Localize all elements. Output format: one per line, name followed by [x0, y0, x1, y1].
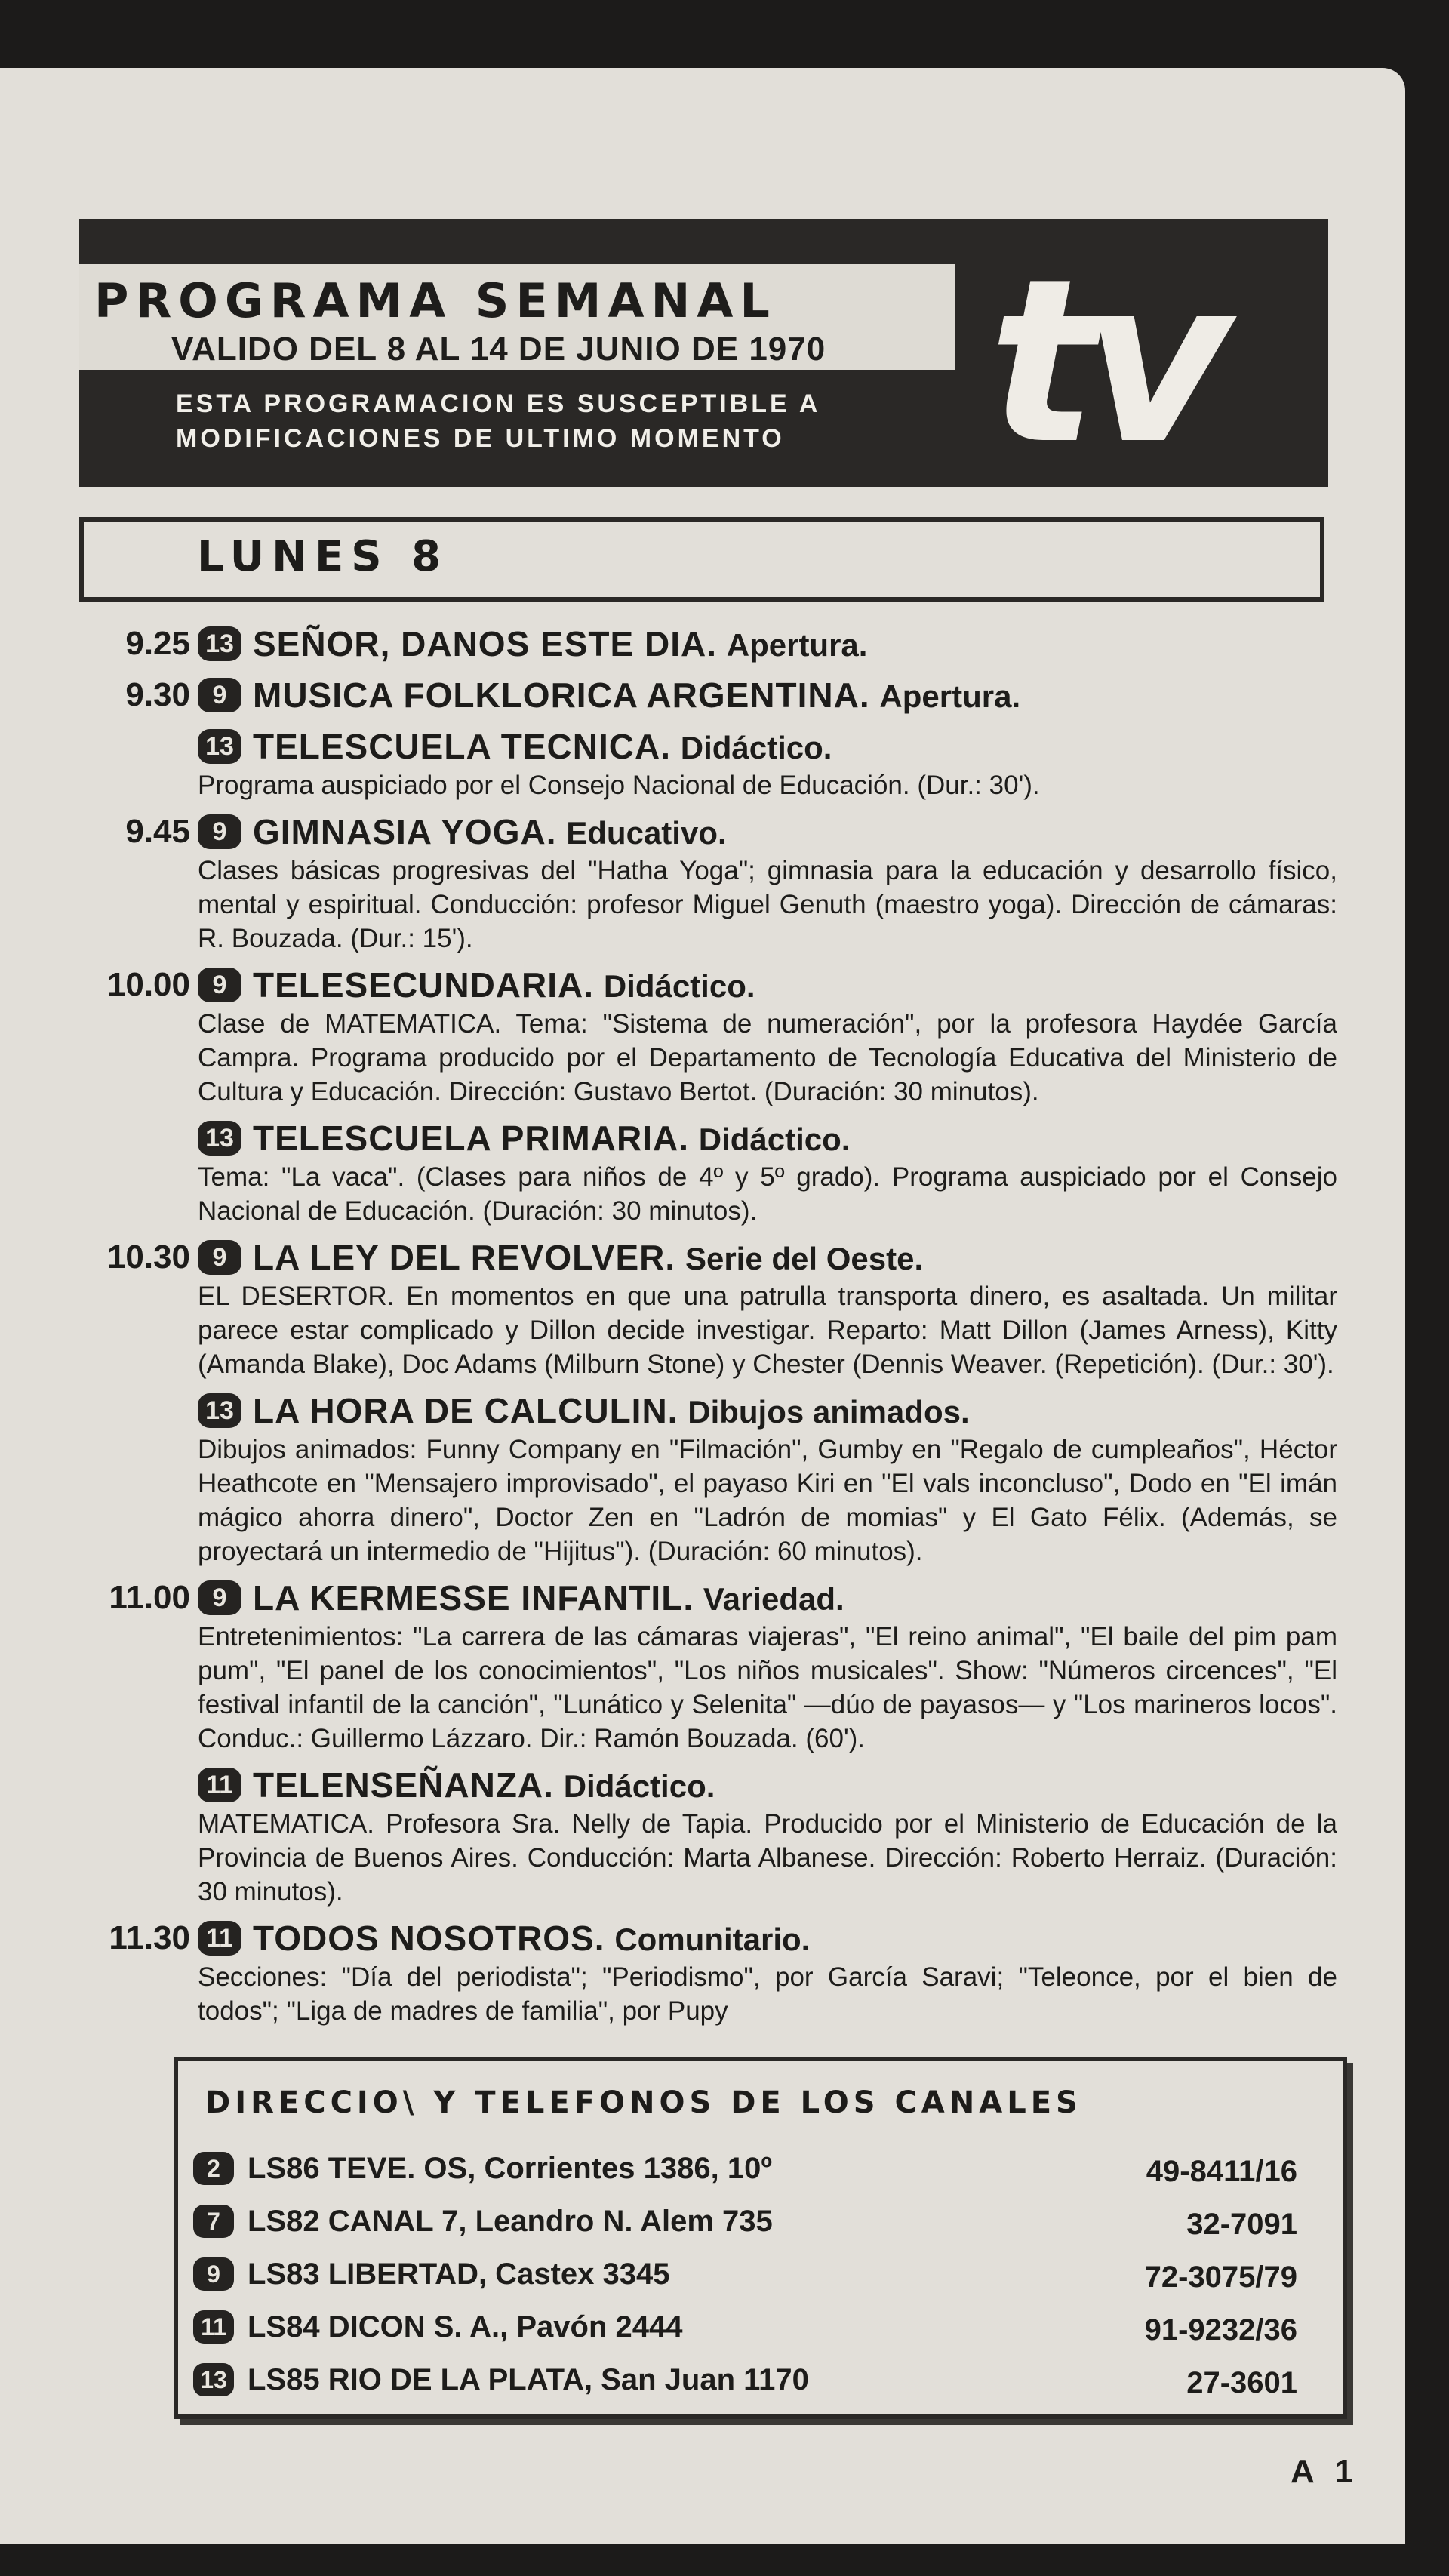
listing-entry	[0, 670, 1405, 719]
page-number: A 1	[1291, 2453, 1359, 2490]
channel-badge-icon: 13	[198, 626, 242, 661]
listing-entry	[0, 619, 1405, 667]
program-name: LA HORA DE CALCULIN.	[253, 1391, 678, 1430]
listing-time: 11.30	[109, 1919, 190, 1956]
channel-badge-icon: 9	[198, 1240, 242, 1275]
channel-address: LS82 CANAL 7, Leandro N. Alem 735	[248, 2205, 773, 2238]
program-genre: Apertura.	[879, 679, 1021, 714]
program-genre: Didáctico.	[680, 730, 832, 765]
program-name: MUSICA FOLKLORICA ARGENTINA.	[253, 676, 870, 715]
directory-row	[178, 2250, 1343, 2303]
day-heading-box	[79, 517, 1324, 602]
channel-address: LS83 LIBERTAD, Castex 3345	[248, 2257, 670, 2291]
page-title: PROGRAMA SEMANAL	[94, 273, 777, 328]
channel-badge-icon: 13	[198, 1121, 242, 1156]
program-genre: Didáctico.	[698, 1122, 851, 1157]
channel-phone: 72-3075/79	[1144, 2261, 1297, 2294]
channel-directory	[174, 2057, 1347, 2419]
channel-badge-icon: 13	[193, 2363, 234, 2396]
channel-badge-icon: 11	[198, 1768, 242, 1802]
listing-entry	[0, 1386, 1405, 1568]
validity-dates: VALIDO DEL 8 AL 14 DE JUNIO DE 1970	[171, 331, 826, 368]
program-genre: Comunitario.	[614, 1922, 811, 1957]
directory-row	[178, 2197, 1343, 2250]
channel-badge-icon: 9	[198, 968, 242, 1002]
day-heading: LUNES 8	[197, 532, 449, 581]
listing-entry	[0, 1113, 1405, 1228]
tv-logo: tv	[989, 230, 1217, 494]
channel-badge-icon: 9	[198, 678, 242, 712]
channel-address: LS84 DICON S. A., Pavón 2444	[248, 2310, 683, 2344]
listing-entry	[0, 1760, 1405, 1909]
program-description: Secciones: "Día del periodista"; "Periodismo", por García Saravi; "Teleonce, por el bien de todos"; "Liga de madres de familia", por Pupy	[198, 1962, 1337, 2026]
channel-phone: 91-9232/36	[1144, 2313, 1297, 2347]
listing-time: 10.00	[106, 966, 190, 1003]
program-name: TELESECUNDARIA.	[253, 965, 595, 1005]
channel-badge-icon: 13	[198, 1393, 242, 1428]
program-description: Tema: "La vaca". (Clases para niños de 4º y 5º grado). Programa auspiciado por el Consejo Nacional de Educación. (Duración: 30 minutos).	[198, 1162, 1337, 1226]
channel-address: LS85 RIO DE LA PLATA, San Juan 1170	[248, 2363, 809, 2396]
program-description: Entretenimientos: "La carrera de las cámaras viajeras", "El reino animal", "El baile del pim pam pum", "El panel de los conocimientos", "Los niños musicales". Show: "Números circences", "El festival infantil de la canción", "Lunático y Selenita" —dúo de payasos— y "Los marineros locos". Conduc.: Guillermo Lázzaro. Dir.: Ramón Bouzada. (60').	[198, 1622, 1337, 1753]
channel-badge-icon: 7	[193, 2205, 234, 2238]
program-name: TELENSEÑANZA.	[253, 1765, 554, 1805]
program-genre: Variedad.	[703, 1581, 844, 1617]
notice-line-1: ESTA PROGRAMACION ES SUSCEPTIBLE A	[176, 389, 821, 418]
program-description: Programa auspiciado por el Consejo Nacional de Educación. (Dur.: 30').	[198, 771, 1040, 800]
program-genre: Didáctico.	[563, 1768, 715, 1804]
listing-time: 11.00	[109, 1579, 190, 1616]
program-name: LA KERMESSE INFANTIL.	[253, 1578, 694, 1617]
channel-badge-icon: 2	[193, 2152, 234, 2185]
program-description: EL DESERTOR. En momentos en que una patrulla transporta dinero, es asaltada. Un militar parece estar complicado y Dillon decide investigar. Reparto: Matt Dillon (James Arness), Kitty (Amanda Blake), Doc Adams (Milburn Stone) y Chester (Dennis Weaver. (Repetición). (Dur.: 30').	[198, 1282, 1337, 1379]
channel-badge-icon: 13	[198, 729, 242, 764]
weekly-program-header	[79, 219, 1328, 494]
channel-badge-icon: 11	[198, 1921, 242, 1956]
directory-title: DIRECCIO\ Y TELEFONOS DE LOS CANALES	[205, 2085, 1082, 2120]
channel-phone: 49-8411/16	[1146, 2155, 1297, 2188]
directory-row	[178, 2144, 1343, 2197]
channel-badge-icon: 11	[193, 2310, 234, 2344]
program-name: GIMNASIA YOGA.	[253, 812, 557, 851]
program-description: Clase de MATEMATICA. Tema: "Sistema de numeración", por la profesora Haydée García Campra. Programa producido por el Departamento de Tecnología Educativa del Ministerio de Cultura y Educación. Dirección: Gustavo Bertot. (Duración: 30 minutos).	[198, 1009, 1337, 1106]
directory-row	[178, 2356, 1343, 2408]
program-genre: Apertura.	[726, 627, 868, 663]
channel-phone: 27-3601	[1186, 2366, 1297, 2399]
listing-entry	[0, 1913, 1405, 2028]
listing-time: 10.30	[106, 1239, 190, 1276]
notice-line-2: MODIFICACIONES DE ULTIMO MOMENTO	[176, 424, 785, 453]
program-description: Dibujos animados: Funny Company en "Filmación", Gumby en "Regalo de cumpleaños", Héctor Heathcote en "Mensajero improvisado", el payaso Kiri en "El vals inconcluso", Dodo en "El imán mágico ahorra dinero", Doctor Zen en "Ladrón de momias" y El Gato Félix. (Además, se proyectará un intermedio de "Hijitus"). (Duración: 60 minutos).	[198, 1435, 1337, 1566]
listing-time: 9.30	[125, 676, 190, 713]
listing-entry	[0, 722, 1405, 802]
program-name: TELESCUELA PRIMARIA.	[253, 1119, 689, 1158]
program-description: MATEMATICA. Profesora Sra. Nelly de Tapia. Producido por el Ministerio de Educación de la Provincia de Buenos Aires. Conducción: Marta Albanese. Dirección: Roberto Herraiz. (Duración: 30 minutos).	[198, 1809, 1337, 1907]
channel-badge-icon: 9	[198, 814, 242, 849]
schedule-notice	[176, 386, 820, 456]
program-name: LA LEY DEL REVOLVER.	[253, 1238, 676, 1277]
listing-time: 9.25	[125, 625, 190, 662]
channel-badge-icon: 9	[193, 2257, 234, 2291]
channel-address: LS86 TEVE. OS, Corrientes 1386, 10º	[248, 2152, 772, 2185]
channel-badge-icon: 9	[198, 1580, 242, 1615]
program-name: TELESCUELA TECNICA.	[253, 727, 671, 766]
program-name: SEÑOR, DANOS ESTE DIA.	[253, 624, 717, 663]
program-name: TODOS NOSOTROS.	[253, 1919, 605, 1958]
program-listings	[0, 619, 1405, 2033]
listing-entry	[0, 1573, 1405, 1756]
program-genre: Dibujos animados.	[688, 1394, 970, 1430]
program-genre: Educativo.	[566, 815, 727, 851]
program-genre: Serie del Oeste.	[685, 1241, 924, 1276]
program-description: Clases básicas progresivas del "Hatha Yoga"; gimnasia para la educación y desarrollo físico, mental y espiritual. Conducción: profesor Miguel Genuth (maestro yoga). Dirección de cámaras: R. Bouzada. (Dur.: 15').	[198, 856, 1337, 953]
channel-phone: 32-7091	[1186, 2208, 1297, 2241]
listing-entry	[0, 1233, 1405, 1381]
listing-entry	[0, 960, 1405, 1109]
program-genre: Didáctico.	[603, 968, 755, 1004]
directory-row	[178, 2303, 1343, 2356]
listing-time: 9.45	[125, 813, 190, 850]
listing-entry	[0, 807, 1405, 956]
